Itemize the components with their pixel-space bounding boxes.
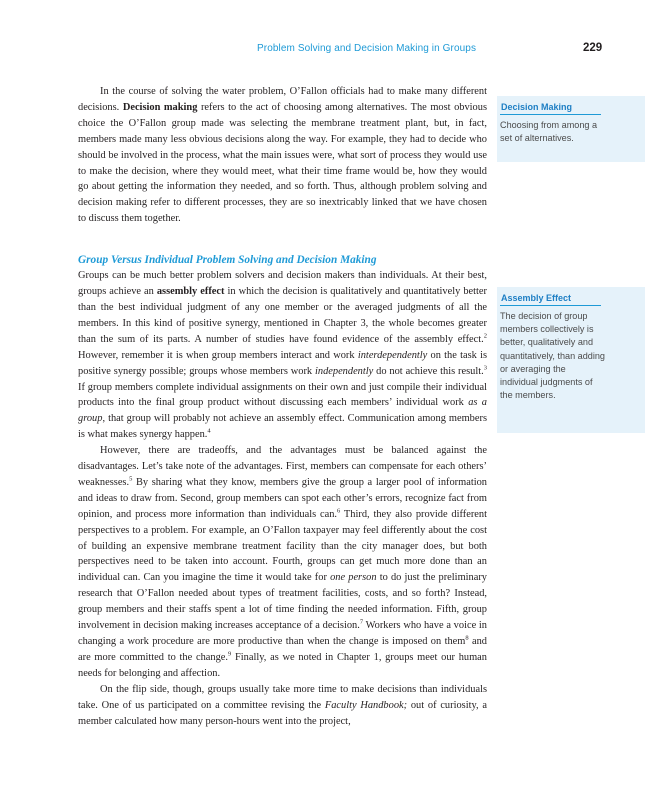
footnote-ref: 8 xyxy=(465,634,469,642)
margin-note-definition: Choosing from among a set of alternatives. xyxy=(500,120,598,144)
section-heading: Group Versus Individual Problem Solving and Decision Making xyxy=(78,254,377,267)
footnote-ref: 4 xyxy=(207,427,211,435)
paragraph-decision-making-intro: In the course of solving the water problem, O’Fallon officials had to make many different decisions. Decision making refers to the act of choosing among alternatives. The most obvious choice the O’Fallon group made was selecting the membrane treatment plant, but, in fact, members made many less obvious decisions along the way. For example, they had to decide who should be involved in the process, what the main issues were, what sort of process they would use to make the decision, where they would meet, what their time frame would be, how they would go about getting the information they needed, and so forth. Thus, although problem solving and decision making refer to different processes, they are so inextricably linked that we have chosen to discuss them together. xyxy=(78,86,487,225)
paragraph-assembly-effect: Groups can be much better problem solvers and decision makers than individuals. At their best, groups achieve an assembly effect in which the decision is qualitatively and quantitatively better than the best individual judgment of any one member or the averaged judgments of all the members. In this kind of positive synergy, mentioned in Chapter 3, the whole becomes greater than the sum of its parts. A number of studies have found evidence of the assembly effect.$^2$ However, remember it is when group members interact and work interdependently on the task is positive synergy possible; groups whose members work independently do not achieve this result.$^3$ If group members complete individual assignments on their own and just compile their individual products into the final group product without discussing each members’ individual work as a group, that group will probably not achieve an assembly effect. Communication among members is what makes synergy happen.$^4$ xyxy=(78,270,487,441)
margin-note-definition: The decision of group members collectively is better, qualitatively and quantitatively, than adding or averaging the individual judgments of the members. xyxy=(500,311,605,401)
footnote-ref: 6 xyxy=(337,507,341,515)
footnote-ref: 2 xyxy=(483,332,487,340)
running-header-title: Problem Solving and Decision Making in Groups xyxy=(257,43,477,54)
paragraph-advantages: However, there are tradeoffs, and the advantages must be balanced against the disadvantages. Let’s take note of the advantages. First, members can compensate for each others’ weaknesses.$^5$ By sharing what they know, members give the group a larger pool of information and ideas to draw from. Second, group members can spot each other’s errors, recognize fact from opinion, and process more information than individuals can.$^6$ Third, they also provide different perspectives to a problem. For example, an O’Fallon taxpayer may feel differently about the cost of building an expensive membrane treatment facility than the city manager does, but both perspectives need to be taken into account. Fourth, groups can get much more done than an individual can. Can you imagine the time it would take for one person to do just the preliminary research that O’Fallon needed about types of treatment facilities, costs, and so forth? Instead, group members and their staffs spent a lot of time finding the needed information. Fifth, group involvement in decision making increases acceptance of a decision.$^7$ Workers who have a voice in changing a work procedure are more productive than when the change is imposed on them$^8$ and are more committed to the change.$^9$ Finally, as we noted in Chapter 1, groups meet our human needs for belonging and affection. xyxy=(78,445,487,679)
margin-note-assembly-effect xyxy=(497,287,645,433)
main-text-column xyxy=(78,84,487,729)
paragraph-disadvantages: On the flip side, though, groups usually take more time to make decisions than individuals take. One of us participated on a committee revising the Faculty Handbook; out of curiosity, a member calculated how many person-hours went into the project, xyxy=(78,683,487,727)
margin-note-term: Assembly Effect xyxy=(501,293,572,303)
footnote-ref: 9 xyxy=(227,650,232,658)
footnote-ref: 3 xyxy=(483,364,487,372)
footnote-ref: 5 xyxy=(129,475,133,483)
key-term-assembly-effect: assembly effect xyxy=(156,286,225,298)
margin-note-decision-making xyxy=(497,96,645,162)
key-term-decision-making: Decision making xyxy=(122,101,198,113)
margin-note-term: Decision Making xyxy=(501,102,573,112)
page-number: 229 xyxy=(583,42,603,54)
footnote-ref: 7 xyxy=(359,618,364,626)
